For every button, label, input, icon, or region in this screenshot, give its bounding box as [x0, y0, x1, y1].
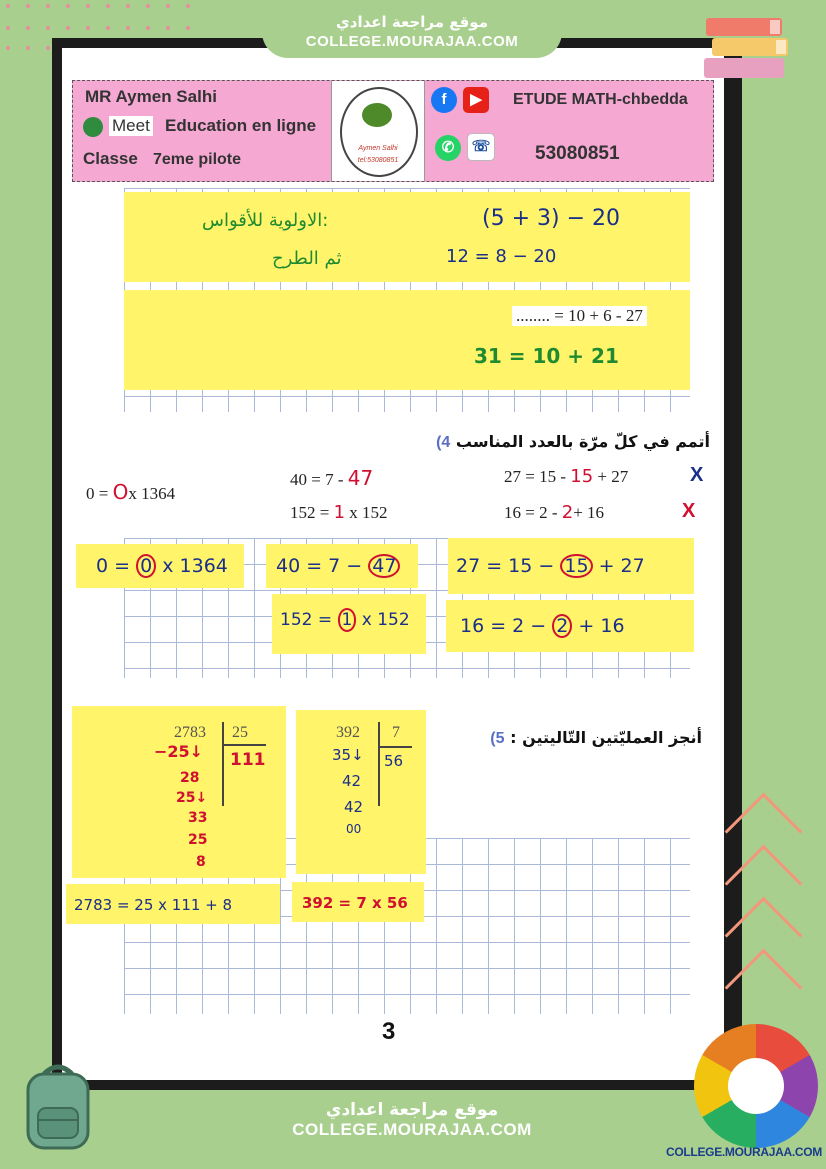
site-logo-wheel: [694, 1024, 818, 1148]
division-step: 25: [188, 832, 208, 848]
calc-line-1: (5 + 3) − 20: [482, 206, 620, 231]
site-url: COLLEGE.MOURAJAA.COM: [292, 1120, 532, 1139]
division-bar: [222, 722, 224, 806]
site-name-arabic: موقع مراجعة اعدادي: [336, 13, 488, 31]
site-url: COLLEGE.MOURAJAA.COM: [305, 33, 519, 50]
printed-equation: ........ = 10 + 6 - 27: [512, 306, 647, 326]
level-label: 7eme pilote: [153, 151, 242, 168]
calc-line-2: 12 = 8 − 20: [446, 246, 557, 267]
subtraction-note: ثم الطرح: [272, 248, 342, 269]
worksheet-page: [62, 48, 724, 1080]
phone-number: 53080851: [535, 143, 620, 164]
highlight-ex3-bottom: [124, 290, 690, 390]
problem-0-times: 0 = Ox 1364: [86, 480, 176, 504]
wrong-mark: X: [690, 464, 704, 486]
backpack-icon: [18, 1060, 98, 1152]
division-step: 42: [344, 798, 364, 816]
answer-152: 152 = 1 x 152: [280, 610, 410, 630]
dots-decoration: [0, 0, 200, 12]
division-step: 35↓: [332, 746, 364, 764]
meet-icon: [83, 117, 103, 137]
classe-label: Classe: [83, 149, 138, 168]
phone-icon[interactable]: ☏: [467, 133, 495, 161]
quotient-56: 56: [384, 752, 404, 770]
facebook-icon[interactable]: f: [431, 87, 457, 113]
problem-152: 152 = 1 x 152: [290, 502, 388, 523]
division-bar: [222, 744, 266, 746]
site-name-arabic: موقع مراجعة اعدادي: [325, 1100, 499, 1120]
priority-note: الاولوية للأقواس:: [202, 210, 329, 231]
dividend-392: 392: [336, 724, 360, 741]
division-step: 00: [346, 822, 362, 836]
wrong-mark: X: [682, 500, 696, 522]
division-step: 8: [196, 854, 206, 870]
answer-27: 27 = 15 − 15 + 27: [456, 555, 645, 577]
division-step: 25↓: [176, 790, 208, 806]
division-step: 42: [342, 772, 362, 790]
exercise-5-title: أنجز العمليّتين التّاليتين : 5): [490, 728, 702, 747]
site-banner-bottom[interactable]: [262, 1092, 562, 1154]
teacher-header: [72, 80, 714, 182]
result-2783: 2783 = 25 x 111 + 8: [74, 896, 233, 914]
page-number: 3: [382, 1018, 396, 1045]
answer-40: 40 = 7 − 47: [276, 554, 400, 578]
site-url-small: COLLEGE.MOURAJAA.COM: [666, 1145, 823, 1159]
etude-label: ETUDE MATH-chbedda: [513, 91, 688, 108]
problem-16: 16 = 2 - 2+ 16: [504, 502, 605, 523]
dividend-2783: 2783: [174, 724, 206, 741]
result-392: 392 = 7 x 56: [302, 894, 408, 912]
calc-line-3: 31 = 10 + 21: [474, 344, 619, 368]
division-step: 28: [180, 770, 200, 786]
answer-16: 16 = 2 − 2 + 16: [460, 615, 625, 637]
division-bar: [378, 722, 380, 806]
problem-27: 27 = 15 - 15 + 27: [504, 466, 629, 487]
quotient-111: 111: [230, 750, 266, 770]
site-banner-top[interactable]: [262, 6, 562, 58]
teacher-name: MR Aymen Salhi: [85, 87, 217, 106]
education-label: Education en ligne: [165, 116, 317, 135]
divisor-7: 7: [392, 724, 400, 741]
youtube-icon[interactable]: ▶: [463, 87, 489, 113]
dots-decoration: [0, 22, 200, 34]
books-icon: [700, 12, 800, 92]
divisor-25: 25: [232, 724, 248, 741]
school-logo: Aymen Salhi tel:53080851: [331, 81, 425, 181]
whatsapp-icon[interactable]: ✆: [435, 135, 461, 161]
division-box-2: [296, 710, 426, 874]
meet-label: Meet: [109, 116, 153, 136]
answer-0-times: 0 = 0 x 1364: [96, 555, 228, 577]
exercise-4-title: أتمم في كلّ مرّة بالعدد المناسب 4): [436, 432, 710, 451]
division-step: 33: [188, 810, 208, 826]
problem-40: 40 = 7 - 47: [290, 466, 374, 490]
division-step: −25↓: [154, 742, 204, 761]
division-bar: [378, 746, 412, 748]
